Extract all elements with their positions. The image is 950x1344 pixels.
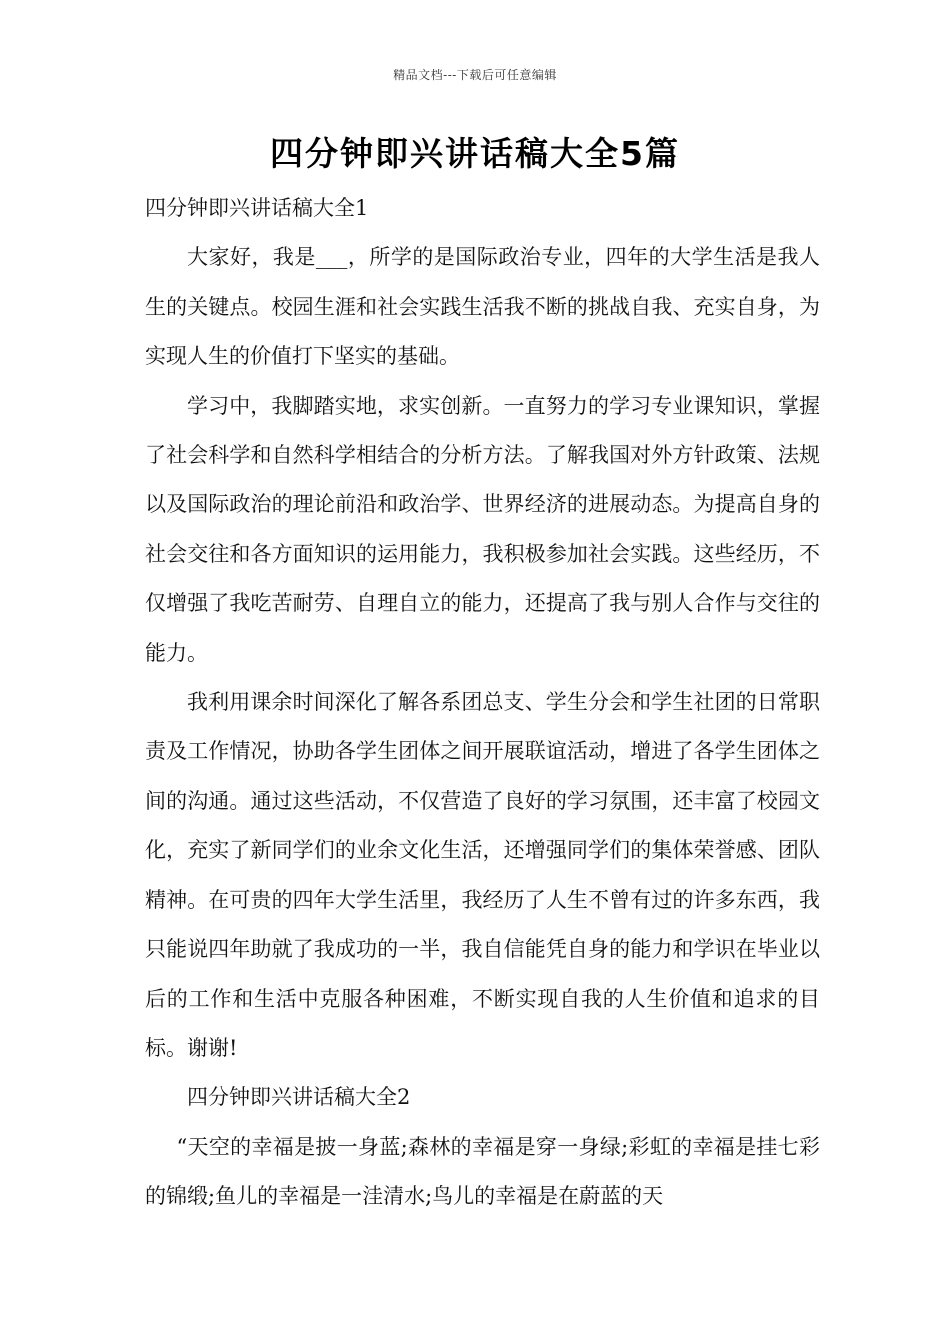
paragraph-2: 学习中，我脚踏实地，求实创新。一直努力的学习专业课知识，掌握了社会科学和自然科学相结合的分析方法。了解我国对外方针政策、法规以及国际政治的理论前沿和政治学、世界经济的进展动态。为提高自身的社会交往和各方面知识的运用能力，我积极参加社会实践。这些经历，不仅增强了我吃苦耐劳、自理自立的能力，还提高了我与别人合作与交往的能力。: [145, 393, 820, 665]
header-note: 精品文档---下载后可任意编辑: [393, 68, 557, 82]
paragraph-4: “天空的幸福是披一身蓝;森林的幸福是穿一身绿;彩虹的幸福是挂七彩的锦缎;鱼儿的幸福是一洼清水;鸟儿的幸福是在蔚蓝的天: [145, 1134, 820, 1209]
document-title: 四分钟即兴讲话稿大全5篇: [270, 134, 680, 173]
section-heading-2: 四分钟即兴讲话稿大全2: [187, 1085, 411, 1110]
document-body: [145, 184, 820, 1222]
paragraph-1: 大家好，我是___，所学的是国际政治专业，四年的大学生活是我人生的关键点。校园生涯和社会实践生活我不断的挑战自我、充实自身，为实现人生的价值打下坚实的基础。: [145, 245, 820, 369]
paragraph-3: 我利用课余时间深化了解各系团总支、学生分会和学生社团的日常职责及工作情况，协助各学生团体之间开展联谊活动，增进了各学生团体之间的沟通。通过这些活动，不仅营造了良好的学习氛围，还丰富了校园文化，充实了新同学们的业余文化生活，还增强同学们的集体荣誉感、团队精神。在可贵的四年大学生活里，我经历了人生不曾有过的许多东西，我只能说四年助就了我成功的一半，我自信能凭自身的能力和学识在毕业以后的工作和生活中克服各种困难，不断实现自我的人生价值和追求的目标。谢谢!: [145, 690, 820, 1060]
section-heading-1: 四分钟即兴讲话稿大全1: [145, 196, 369, 220]
